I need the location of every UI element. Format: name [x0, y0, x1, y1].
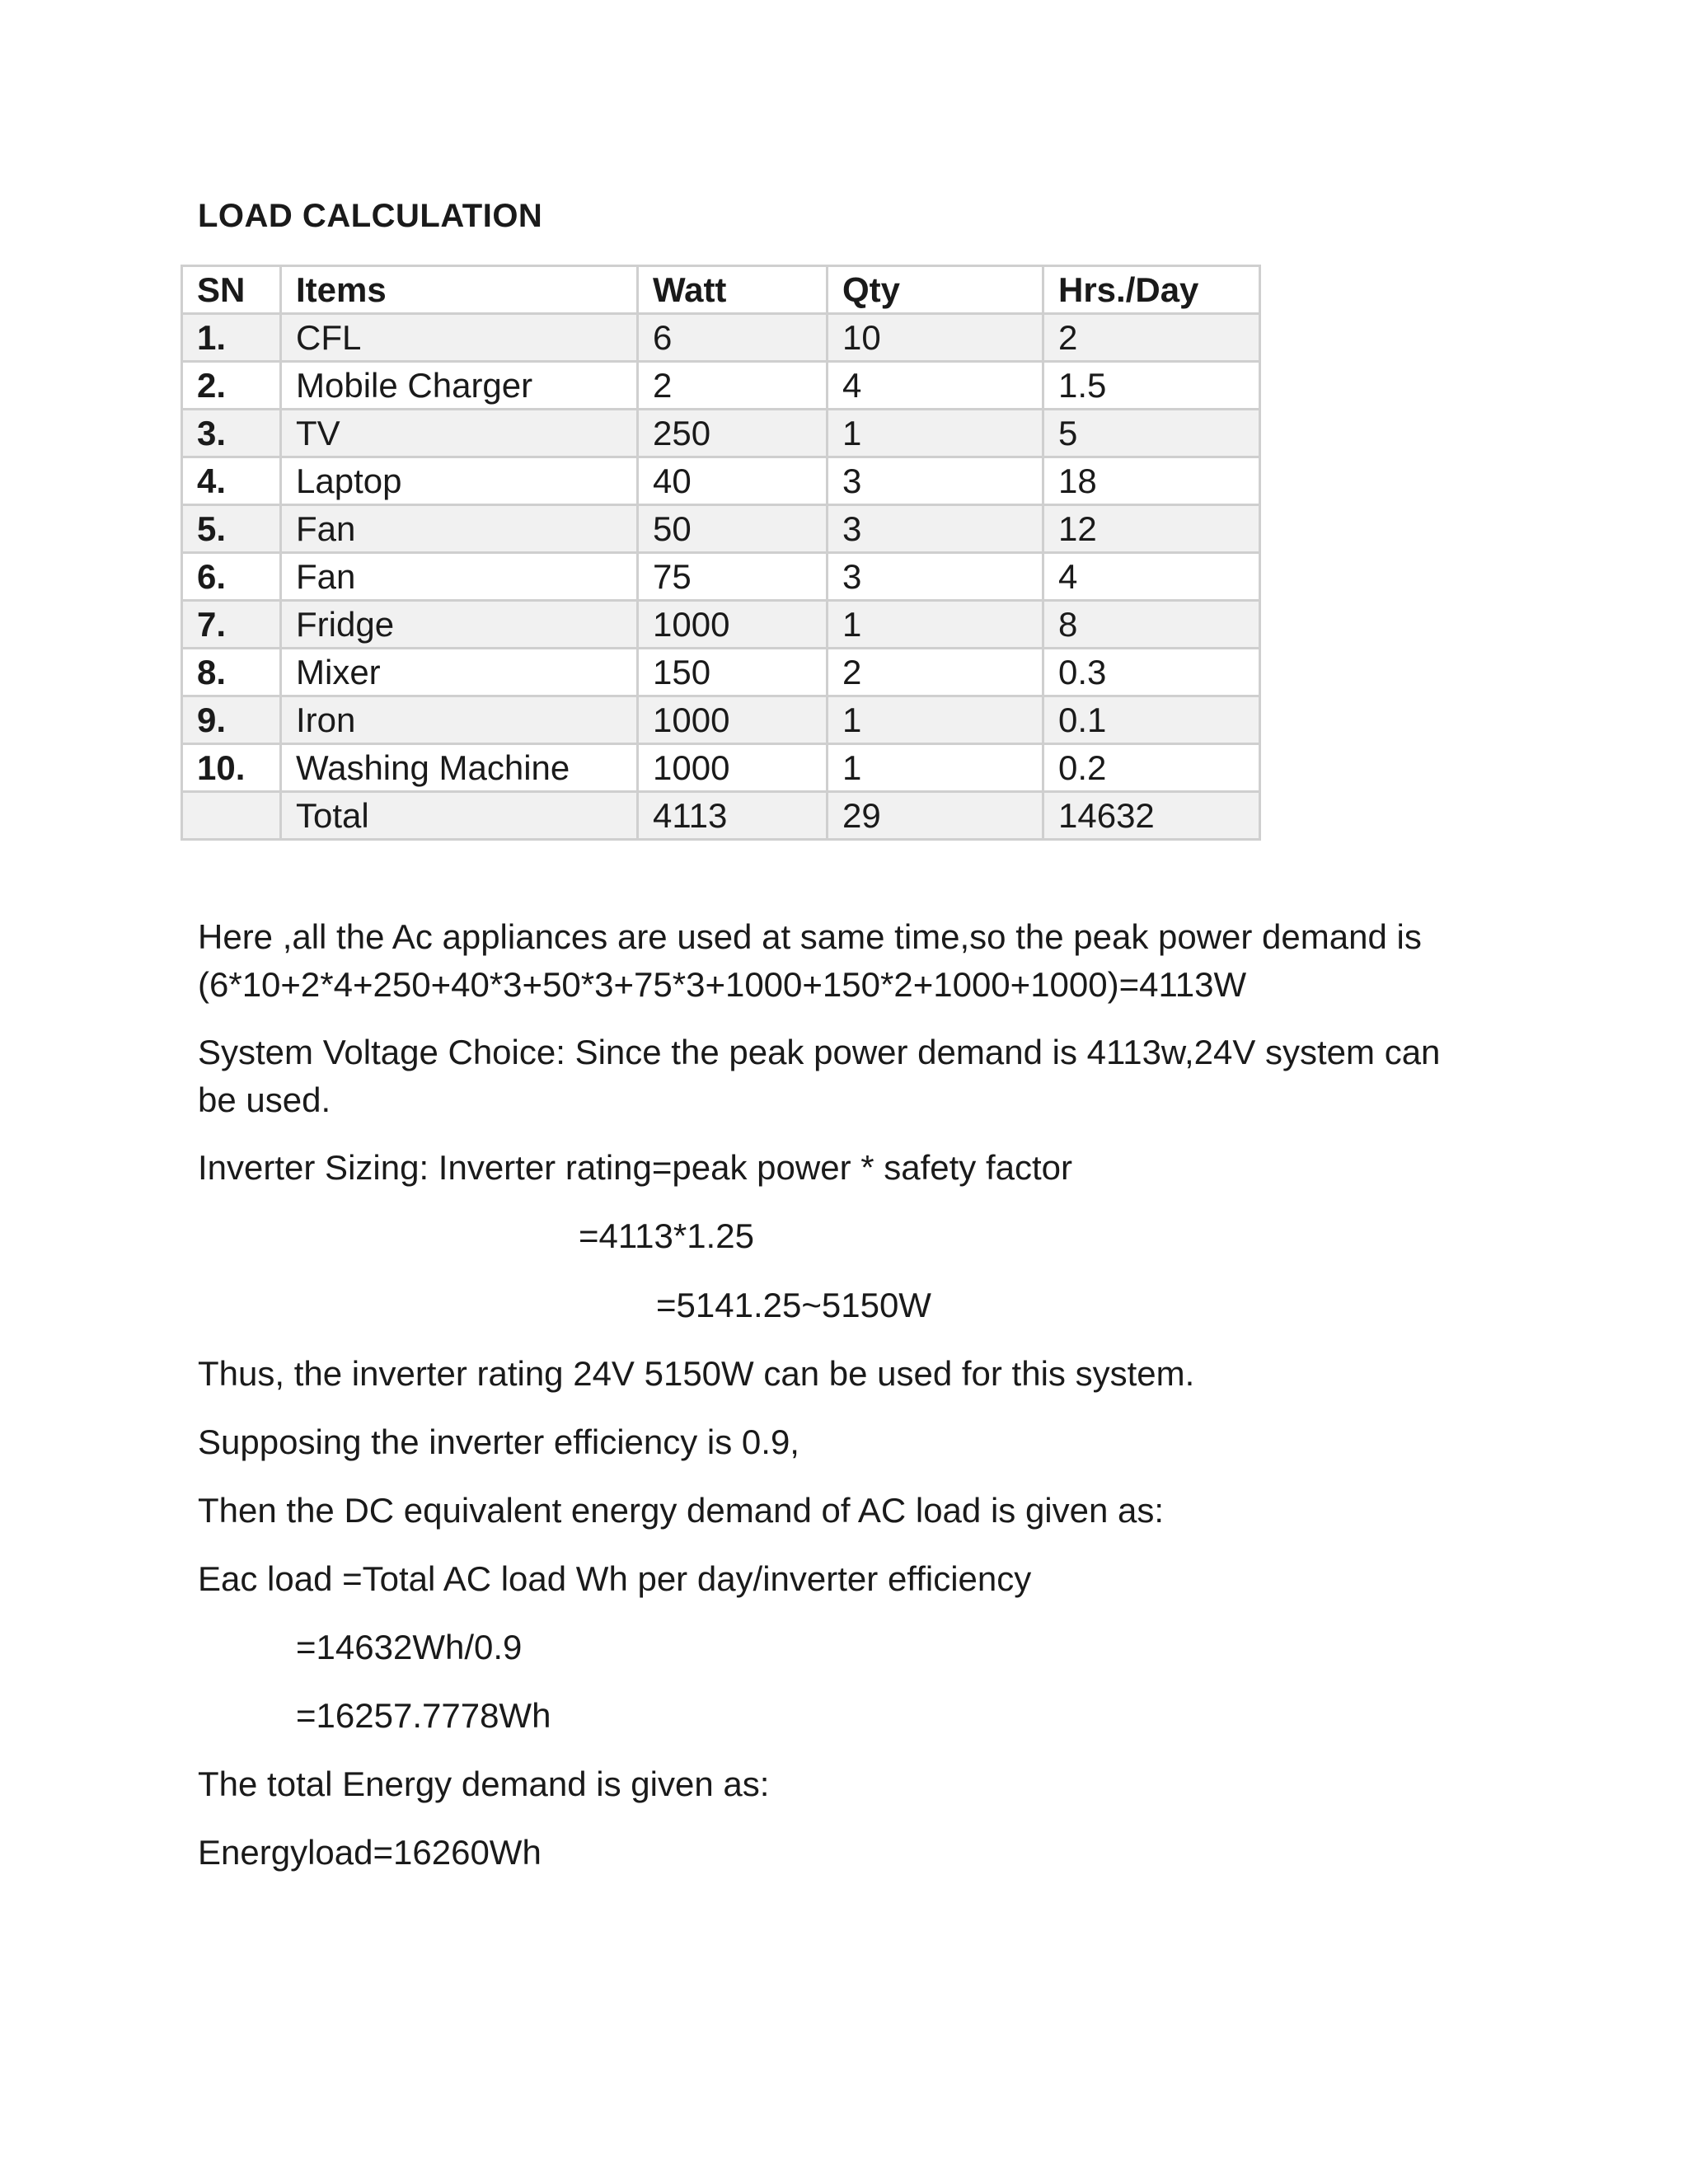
cell-qty: 3: [828, 505, 1043, 553]
cell-sn: 3.: [182, 410, 281, 457]
table-row: [182, 362, 1260, 410]
cell-hrs: 1.5: [1043, 362, 1260, 410]
peak-demand-text-line1: Here ,all the Ac appliances are used at same time,so the peak power demand is: [198, 917, 1422, 956]
cell-qty: 4: [828, 362, 1043, 410]
cell-watt: 250: [638, 410, 828, 457]
eac-calc-step1: =14632Wh/0.9: [296, 1628, 523, 1666]
cell-qty: 1: [828, 696, 1043, 744]
total-sn: [182, 792, 281, 840]
table-row: [182, 505, 1260, 553]
cell-sn: 9.: [182, 696, 281, 744]
cell-sn: 5.: [182, 505, 281, 553]
cell-item: TV: [281, 410, 638, 457]
cell-hrs: 2: [1043, 314, 1260, 362]
cell-watt: 150: [638, 649, 828, 696]
cell-sn: 8.: [182, 649, 281, 696]
load-table: [181, 265, 1261, 841]
header-hrs-per-day: Hrs./Day: [1043, 266, 1260, 314]
cell-watt: 1000: [638, 744, 828, 792]
cell-qty: 10: [828, 314, 1043, 362]
header-qty: Qty: [828, 266, 1043, 314]
cell-qty: 3: [828, 457, 1043, 505]
voltage-choice-line2: be used.: [198, 1080, 331, 1119]
total-label: Total: [281, 792, 638, 840]
cell-item: Fridge: [281, 601, 638, 649]
dc-equivalent-text: Then the DC equivalent energy demand of AC load is given as:: [198, 1491, 1165, 1530]
cell-item: Iron: [281, 696, 638, 744]
inverter-calc-step1: =4113*1.25: [579, 1216, 754, 1255]
total-qty: 29: [828, 792, 1043, 840]
cell-sn: 7.: [182, 601, 281, 649]
cell-hrs: 4: [1043, 553, 1260, 601]
cell-hrs: 12: [1043, 505, 1260, 553]
cell-qty: 3: [828, 553, 1043, 601]
cell-sn: 4.: [182, 457, 281, 505]
cell-watt: 40: [638, 457, 828, 505]
cell-item: Fan: [281, 553, 638, 601]
peak-demand-text-line2: (6*10+2*4+250+40*3+50*3+75*3+1000+150*2+1000+1000)=4113W: [198, 965, 1247, 1004]
voltage-choice-line1: System Voltage Choice: Since the peak power demand is 4113w,24V system can: [198, 1033, 1441, 1071]
header-watt: Watt: [638, 266, 828, 314]
total-hrs: 14632: [1043, 792, 1260, 840]
cell-hrs: 0.1: [1043, 696, 1260, 744]
table-total-row: [182, 792, 1260, 840]
table-row: [182, 314, 1260, 362]
cell-watt: 1000: [638, 696, 828, 744]
cell-sn: 1.: [182, 314, 281, 362]
cell-qty: 1: [828, 410, 1043, 457]
table-header-row: [182, 266, 1260, 314]
cell-hrs: 5: [1043, 410, 1260, 457]
table-row: [182, 553, 1260, 601]
table-row: [182, 601, 1260, 649]
cell-qty: 1: [828, 601, 1043, 649]
cell-item: Mobile Charger: [281, 362, 638, 410]
table-row: [182, 649, 1260, 696]
eac-formula-text: Eac load =Total AC load Wh per day/inverter efficiency: [198, 1559, 1032, 1598]
cell-watt: 1000: [638, 601, 828, 649]
inverter-result-text: Thus, the inverter rating 24V 5150W can be used for this system.: [198, 1354, 1195, 1393]
cell-item: Laptop: [281, 457, 638, 505]
table-row: [182, 410, 1260, 457]
cell-qty: 1: [828, 744, 1043, 792]
header-sn: SN: [182, 266, 281, 314]
total-watt: 4113: [638, 792, 828, 840]
cell-item: Fan: [281, 505, 638, 553]
table-row: [182, 744, 1260, 792]
inverter-sizing-text: Inverter Sizing: Inverter rating=peak power * safety factor: [198, 1148, 1073, 1187]
cell-watt: 75: [638, 553, 828, 601]
total-energy-text: The total Energy demand is given as:: [198, 1765, 770, 1803]
cell-qty: 2: [828, 649, 1043, 696]
energy-load-text: Energyload=16260Wh: [198, 1833, 542, 1872]
cell-watt: 2: [638, 362, 828, 410]
cell-item: Washing Machine: [281, 744, 638, 792]
document-title: LOAD CALCULATION: [198, 198, 543, 234]
cell-sn: 10.: [182, 744, 281, 792]
cell-hrs: 0.2: [1043, 744, 1260, 792]
header-items: Items: [281, 266, 638, 314]
table-row: [182, 696, 1260, 744]
efficiency-text: Supposing the inverter efficiency is 0.9,: [198, 1422, 799, 1461]
cell-item: CFL: [281, 314, 638, 362]
cell-hrs: 8: [1043, 601, 1260, 649]
cell-item: Mixer: [281, 649, 638, 696]
cell-hrs: 0.3: [1043, 649, 1260, 696]
cell-sn: 2.: [182, 362, 281, 410]
eac-calc-step2: =16257.7778Wh: [296, 1696, 551, 1735]
cell-watt: 6: [638, 314, 828, 362]
cell-sn: 6.: [182, 553, 281, 601]
cell-watt: 50: [638, 505, 828, 553]
table-row: [182, 457, 1260, 505]
cell-hrs: 18: [1043, 457, 1260, 505]
inverter-calc-step2: =5141.25~5150W: [656, 1286, 931, 1324]
